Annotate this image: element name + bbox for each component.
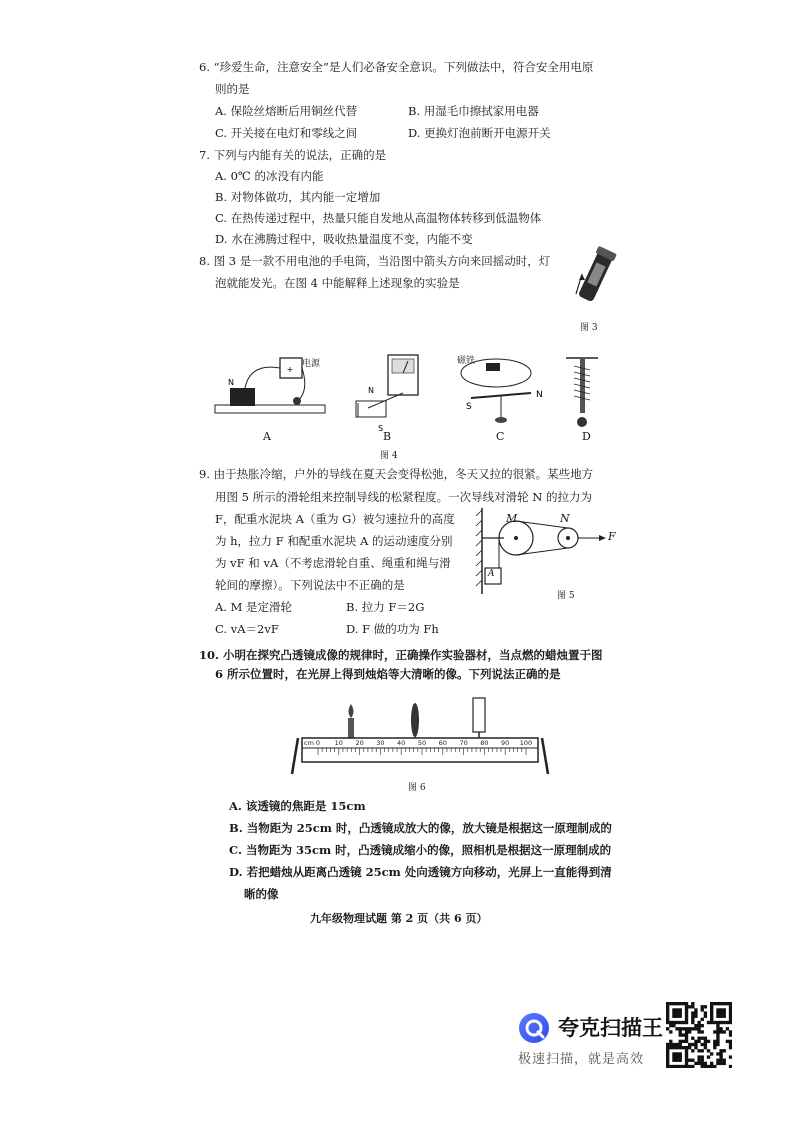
q9-line4: 为 h，拉力 F 和配重水泥块 A 的运动速度分别 <box>215 534 453 548</box>
q10-option-a: A. 该透镜的焦距是 15cm <box>229 799 366 813</box>
svg-text:S: S <box>466 402 472 412</box>
scale-tick-label: 40 <box>397 739 406 747</box>
fig6-optical-bench <box>290 690 552 778</box>
brand-name: 夸克扫描王 <box>558 1016 663 1040</box>
q9-line1: 9. 由于热胀冷缩，户外的导线在夏天会变得松弛，冬天又拉的很紧。某些地方 <box>199 467 594 481</box>
q9-option-b: B. 拉力 F＝2G <box>346 600 425 614</box>
svg-text:N: N <box>368 386 374 395</box>
scale-tick-label: 90 <box>501 739 510 747</box>
fig4-option-d-label: D <box>582 430 591 443</box>
q9-option-d: D. F 做的功为 Fh <box>346 622 439 636</box>
page-footer: 九年级物理试题 第 2 页（共 6 页） <box>310 912 488 925</box>
q10-line1: 10. 小明在探究凸透镜成像的规律时，正确操作实验器材，当点燃的蜡烛置于图 <box>199 648 603 662</box>
q10-line2: 6 所示位置时，在光屏上得到烛焰等大清晰的像。下列说法正确的是 <box>215 667 561 681</box>
q10-option-c: C. 当物距为 35cm 时，凸透镜成缩小的像，照相机是根据这一原理制成的 <box>229 843 612 857</box>
fig4-caption: 图 4 <box>380 451 398 461</box>
scale-tick-label: 50 <box>417 739 427 747</box>
scale-tick-label: 0 <box>315 739 321 747</box>
qr-code-icon <box>666 1002 732 1068</box>
fig4-c-magnet-label: 磁铁 <box>457 356 476 366</box>
q9-option-c: C. vA＝2vF <box>215 622 279 636</box>
q6-stem-line1: 6. “珍爱生命，注意安全”是人们必备安全意识。下列做法中，符合安全用电原 <box>199 60 594 74</box>
fig5-caption: 图 5 <box>557 591 575 601</box>
scale-tick-label: 20 <box>355 739 364 747</box>
q7-option-d: D. 水在沸腾过程中，吸收热量温度不变，内能不变 <box>215 232 473 246</box>
scale-unit: cm <box>304 739 314 747</box>
svg-text:N: N <box>536 390 543 400</box>
fig3-caption: 图 3 <box>580 323 598 333</box>
svg-text:N: N <box>228 378 234 387</box>
q10-option-d-line2: 晰的像 <box>244 887 279 901</box>
svg-text:S: S <box>378 424 384 433</box>
fig5-label-f: F <box>608 530 616 543</box>
q7-option-c: C. 在热传递过程中，热量只能自发地从高温物体转移到低温物体 <box>215 211 542 225</box>
scale-tick-label: 30 <box>376 739 385 747</box>
q10-option-b: B. 当物距为 25cm 时，凸透镜成放大的像，放大镜是根据这一原理制成的 <box>229 821 612 835</box>
fig3-flashlight-illustration <box>572 244 622 312</box>
q7-option-b: B. 对物体做功，其内能一定增加 <box>215 190 381 204</box>
svg-text:+: + <box>286 365 294 374</box>
q9-line6: 轮间的摩擦）。下列说法中不正确的是 <box>215 578 405 592</box>
fig4-b-galvanometer-circuit <box>348 353 428 433</box>
fig5-pulley-system <box>474 506 614 596</box>
fig6-caption: 图 6 <box>408 783 426 793</box>
scale-tick-label: 10 <box>334 739 343 747</box>
q9-line2: 用图 5 所示的滑轮组来控制导线的松紧程度。一次导线对滑轮 N 的拉力为 <box>215 490 592 504</box>
scale-tick-label: 80 <box>480 739 489 747</box>
q6-option-c: C. 开关接在电灯和零线之间 <box>215 126 358 140</box>
q8-stem-line2: 泡就能发光。在图 4 中能解释上述现象的实验是 <box>215 276 460 290</box>
q6-stem-line2: 则的是 <box>215 82 250 96</box>
q10-option-d-line1: D. 若把蜡烛从距离凸透镜 25cm 处向透镜方向移动，光屏上一直能得到清 <box>229 865 612 879</box>
scale-tick-label: 70 <box>459 739 468 747</box>
q7-stem: 7. 下列与内能有关的说法，正确的是 <box>199 148 387 162</box>
scale-tick-label: 100 <box>519 739 533 747</box>
q6-option-d: D. 更换灯泡前断开电源开关 <box>408 126 551 140</box>
q6-option-b: B. 用湿毛巾擦拭家用电器 <box>408 104 539 118</box>
fig5-label-a: A <box>488 569 495 579</box>
q9-line3: F，配重水泥块 A（重为 G）被匀速拉升的高度 <box>215 512 455 526</box>
q6-option-a: A. 保险丝熔断后用铜丝代替 <box>215 104 358 118</box>
fig5-label-n: N <box>560 512 570 525</box>
quark-logo-icon <box>516 1010 552 1046</box>
q9-option-a: A. M 是定滑轮 <box>215 600 293 614</box>
fig4-d-electromagnet <box>562 356 602 431</box>
q7-option-a: A. 0℃ 的冰没有内能 <box>215 169 324 183</box>
fig4-a-power-label: 电源 <box>302 359 321 369</box>
brand-slogan: 极速扫描，就是高效 <box>518 1052 645 1067</box>
scale-tick-label: 60 <box>438 739 447 747</box>
fig4-option-c-label: C <box>496 430 505 443</box>
q8-stem-line1: 8. 图 3 是一款不用电池的手电筒，当沿图中箭头方向来回摇动时，灯 <box>199 254 551 268</box>
fig5-label-m: M <box>506 512 518 525</box>
fig4-option-b-label: B <box>383 430 392 443</box>
fig4-option-a-label: A <box>263 430 271 443</box>
q9-line5: 为 vF 和 vA（不考虑滑轮自重、绳重和绳与滑 <box>215 556 451 570</box>
